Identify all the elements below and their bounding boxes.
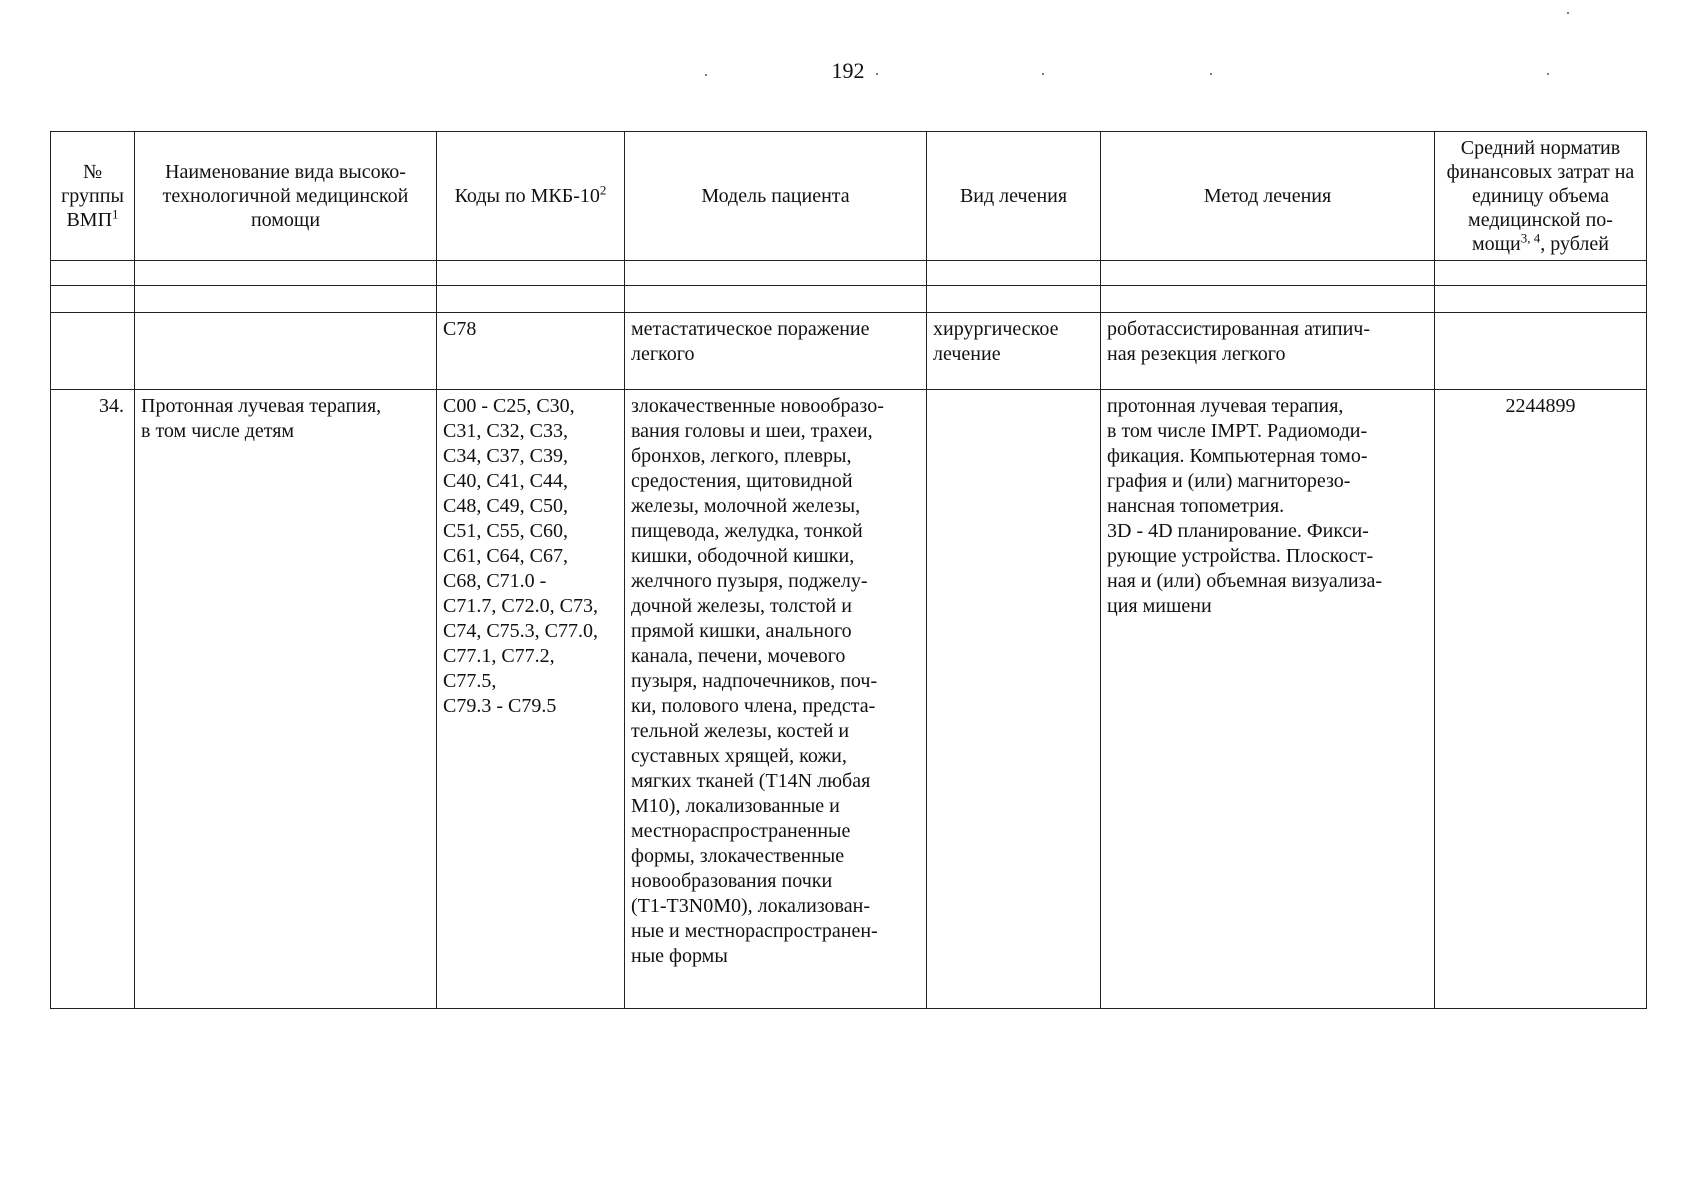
header-patient-model: Модель пациента [625,132,927,261]
cell-patient-model: злокачественные новообразо- вания головы и шеи, трахеи, бронхов, легкого, плевры, средостения, щитовидной железы, молочной железы, пищевода, желудка, тонкой кишки, ободочной кишки, желчного пузыря, поджелу- дочной железы, толстой и прямой кишки, анального канала, печени, мочевого пузыря, надпочечников, поч- ки, полового члена, предста- тельной железы, костей и суставных хрящей, кожи, мягких тканей (T14N любая M10), локализованные и местнораспространенные формы, злокачественные новообразования почки (T1-T3N0M0), локализован- ные и местнораспространен- ные формы [625,390,927,1009]
table-row [51,390,1647,1009]
cell-group-no [51,313,135,390]
header-treatment-method: Метод лечения [1101,132,1435,261]
spacer-row [51,286,1647,313]
cell-patient-model: метастатическое поражение легкого [625,313,927,390]
cell-treatment-type: хирургическое лечение [927,313,1101,390]
cell-treatment-method: роботассистированная атипич- ная резекция легкого [1101,313,1435,390]
cell-avg-cost: 2244899 [1435,390,1647,1009]
cell-vmp-name [135,313,437,390]
header-avg-cost: Средний норматив финансовых затрат на единицу объема медицинской по- мощи$^{3, 4}$, рублей [1435,132,1647,261]
vmp-table [50,131,1647,1009]
cell-treatment-method: протонная лучевая терапия, в том числе IMPT. Радиомоди- фикация. Компьютерная томо- графия и (или) магниторезо- нансная топометрия. 3D - 4D планирование. Фикси- рующие устройства. Плоскост- ная и (или) объемная визуализа- ция мишени [1101,390,1435,1009]
cell-vmp-name: Протонная лучевая терапия, в том числе детям [135,390,437,1009]
cell-icd-codes: C00 - C25, C30, C31, C32, C33, C34, C37, C39, C40, C41, C44, C48, C49, C50, C51, C55, C60, C61, C64, C67, C68, C71.0 - C71.7, C72.0, C73, C74, C75.3, C77.0, C77.1, C77.2, C77.5, C79.3 - C79.5 [437,390,625,1009]
table-row [51,313,1647,390]
header-group-no: № группы ВМП$^1$ [51,132,135,261]
header-vmp-name: Наименование вида высоко- технологичной медицинской помощи [135,132,437,261]
spacer-row [51,261,1647,286]
scan-speck [1547,73,1549,75]
cell-treatment-type [927,390,1101,1009]
cell-group-no: 34. [51,390,135,1009]
scan-speck [1567,12,1569,14]
header-icd-codes: Коды по МКБ-$10^2$ [437,132,625,261]
scan-speck [1210,73,1212,75]
header-row [51,132,1647,261]
cell-avg-cost [1435,313,1647,390]
cell-icd-codes: C78 [437,313,625,390]
scan-speck [1042,73,1044,75]
scan-speck [876,73,878,75]
header-treatment-type: Вид лечения [927,132,1101,261]
page-number: 192 [831,58,865,83]
scan-speck [705,74,707,76]
